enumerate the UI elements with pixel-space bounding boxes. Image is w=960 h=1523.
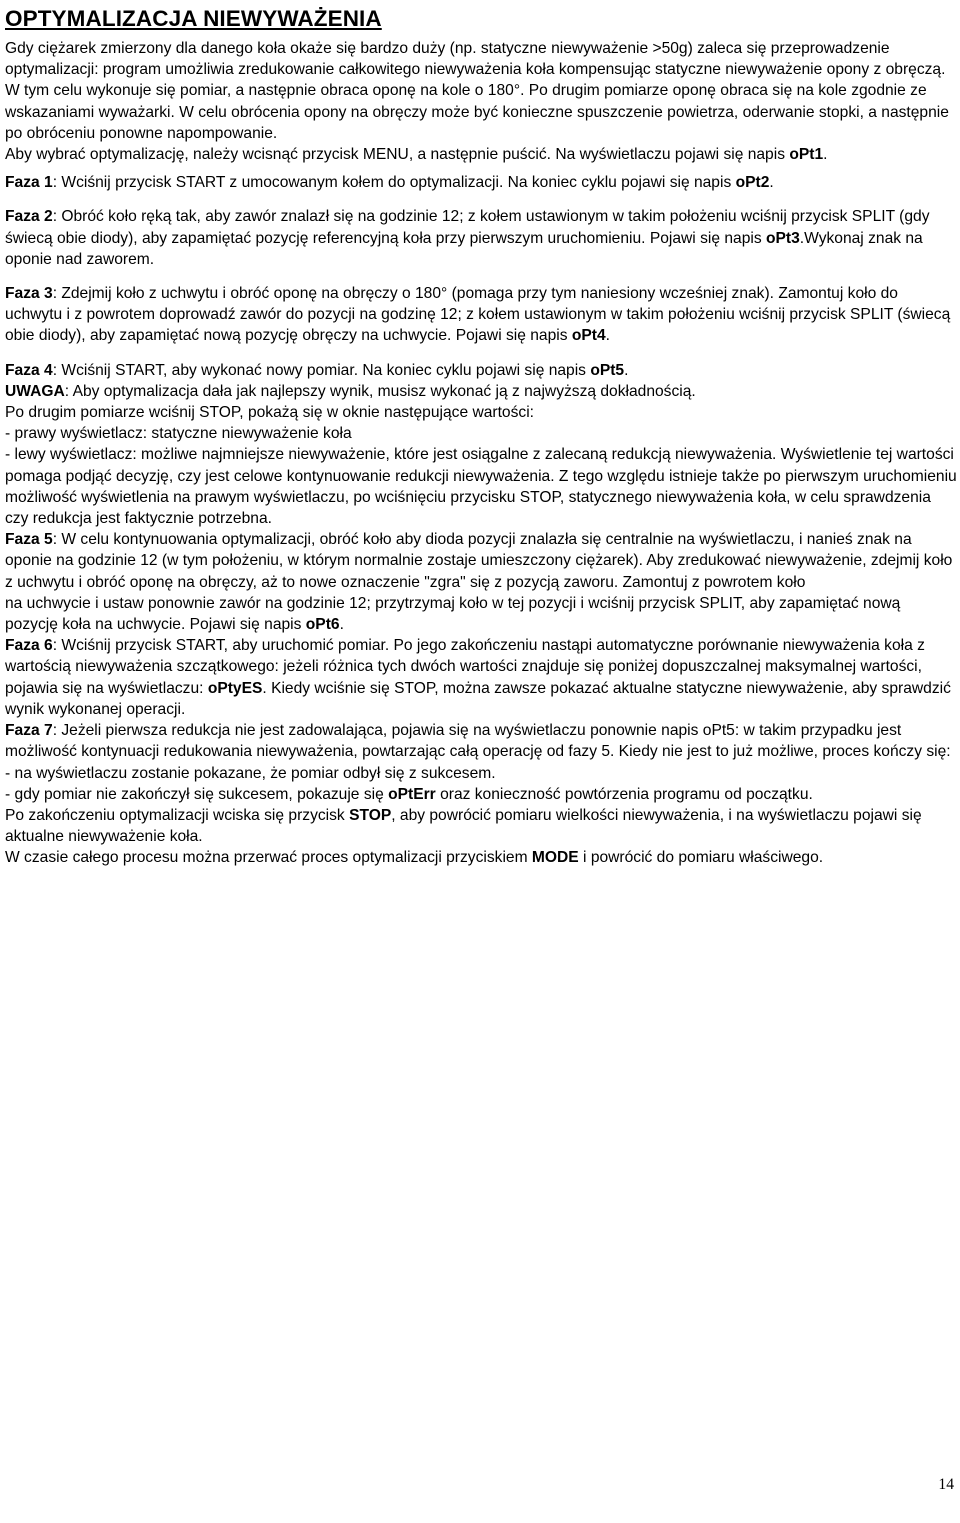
text-run: i powrócić do pomiaru właściwego. <box>578 849 824 867</box>
text-run: : Jeżeli pierwsza redukcja nie jest zadowalająca, pojawia się na wyświetlaczu ponownie napis oPt5: w takim przypadku jest możliwość kontynuacji redukowania niewyważenia, powtarzając całą operację od fazy 5. Kiedy nie jest to już możliwe, proces kończy się: <box>5 722 951 761</box>
bold-text: oPt3 <box>765 229 800 247</box>
text-run: . <box>769 174 774 192</box>
paragraph <box>5 444 957 529</box>
paragraph <box>5 635 957 720</box>
text-run: : Zdejmij koło z uchwytu i obróć oponę na obręczy o 180° (pomaga przy tym naniesiony wcześniej znak). Zamontuj koło do uchwytu i z powrotem doprowadź zawór do pozycji na godzinę 12; z kołem ustawionym w takim położeniu wciśnij przycisk SPLIT (świecą obie diody), aby zapamiętać nową pozycję obręczy na uchwycie. Pojawi się napis <box>5 285 951 345</box>
text-run: : Obróć koło ręką tak, aby zawór znalazł się na godzinie 12; z kołem ustawionym w takim położeniu wciśnij przycisk SPLIT (gdy świecą obie diody), aby zapamiętać pozycję referencyjną koła przy pierwszym uruchomieniu. Pojawi się napis <box>5 208 930 247</box>
bold-text: MODE <box>531 849 579 867</box>
paragraph <box>5 763 957 784</box>
paragraph <box>5 172 957 193</box>
text-run: : Wciśnij START, aby wykonać nowy pomiar. Na koniec cyklu pojawi się napis <box>52 361 591 379</box>
text-run: : W celu kontynuowania optymalizacji, obróć koło aby dioda pozycji znalazła się centralnie na wyświetlaczu, i nanieś znak na oponie na godzinie 12 (w tym położeniu, w którym normalnie zostaje umieszczony ciężarek). Aby zredukować niewyważenie, zdejmij koło z uchwytu i obróć oponę na obręczy, aż to nowe oznaczenie "zgra" się z pozycją zaworu. Zamontuj z powrotem koło <box>5 531 953 591</box>
text-run: . <box>624 361 629 379</box>
paragraph <box>5 805 957 847</box>
text-run: : Wciśnij przycisk START z umocowanym kołem do optymalizacji. Na koniec cyklu pojawi się napis <box>52 174 736 192</box>
text-run: Po zakończeniu optymalizacji wciska się przycisk <box>5 806 350 824</box>
paragraph <box>5 283 957 347</box>
bold-text: Faza 7 <box>5 722 53 740</box>
document-page <box>5 0 957 869</box>
bold-text: oPt6 <box>305 616 340 634</box>
paragraph <box>5 423 957 444</box>
paragraph <box>5 784 957 805</box>
bold-text: Faza 2 <box>5 208 53 226</box>
text-run: , aby powrócić pomiaru wielkości niewyważenia, i na wyświetlaczu pojawi się aktualne niewyważenie koła. <box>5 806 922 846</box>
bold-text: oPt1 <box>789 146 824 164</box>
bold-text: oPt4 <box>571 327 606 345</box>
paragraph <box>5 720 957 762</box>
paragraph <box>5 593 957 635</box>
bold-text: oPt5 <box>590 361 625 379</box>
text-run: . <box>605 327 611 345</box>
bold-text: Faza 4 <box>5 361 53 379</box>
paragraph <box>5 847 957 868</box>
text-run: . <box>823 146 828 164</box>
text-run: . Kiedy wciśnie się STOP, można zawsze pokazać aktualne statyczne niewyważenie, aby sprawdzić wynik wykonanej operacji. <box>5 679 951 718</box>
text-run: oraz konieczność powtórzenia programu od początku. <box>435 785 813 803</box>
text-run: na uchwycie i ustaw ponownie zawór na godzinie 12; przytrzymaj koło w tej pozycji i wciśnij przycisk SPLIT, aby zapamiętać nową pozycję koła na uchwycie. Pojawi się napis <box>5 594 901 634</box>
paragraph <box>5 360 957 381</box>
text-run: : Wciśnij przycisk START, aby uruchomić pomiar. Po jego zakończeniu nastąpi automatyczne porównanie niewyważenia koła z wartością niewyważenia szczątkowego: jeżeli różnica tych dwóch wartości znajduje się poniżej dopuszczalnej maksymalnej wartości, pojawia się na wyświetlaczu: <box>5 637 925 697</box>
bold-text: Faza 3 <box>5 285 53 303</box>
page-title: OPTYMALIZACJA NIEWYWAŻENIA <box>5 6 382 31</box>
text-run: : Aby optymalizacja dała jak najlepszy wynik, musisz wykonać ją z najwyższą dokładnością. <box>64 382 696 400</box>
text-run: - lewy wyświetlacz: możliwe najmniejsze niewyważenie, które jest osiągalne z zalecaną redukcją niewyważenia. Wyświetlenie tej wartości pomaga podjąć decyzję, czy jest celowe kontynuowanie redukcji niewyważenia. Z tego względu istnieje także po pierwszym uruchomieniu możliwość wyświetlenia na prawym wyświetlaczu, po wciśnięciu przycisku STOP, statycznego niewyważenia koła, w celu sprawdzenia czy redukcja jest faktycznie potrzebna. <box>5 446 957 528</box>
paragraph <box>5 381 957 402</box>
page-number: 14 <box>938 1476 954 1493</box>
text-run: - gdy pomiar nie zakończył się sukcesem, pokazuje się <box>5 785 389 803</box>
bold-text: Faza 1 <box>5 174 53 192</box>
text-run: .Wykonaj znak na oponie nad zaworem. <box>5 229 923 268</box>
bold-text: oPtyES <box>207 679 263 697</box>
document-body <box>5 38 957 869</box>
text-run: Po drugim pomiarze wciśnij STOP, pokażą się w oknie następujące wartości: <box>5 404 534 422</box>
bold-text: UWAGA <box>5 382 65 400</box>
bold-text: oPtErr <box>388 785 436 803</box>
bold-text: Faza 6 <box>5 637 53 655</box>
bold-text: Faza 5 <box>5 531 53 549</box>
paragraph <box>5 529 957 593</box>
bold-text: oPt2 <box>735 174 770 192</box>
text-run: Aby wybrać optymalizację, należy wcisnąć przycisk MENU, a następnie puścić. Na wyświetlaczu pojawi się napis <box>5 146 790 164</box>
text-run: Gdy ciężarek zmierzony dla danego koła okaże się bardzo duży (np. statyczne niewyważenie >50g) zaleca się przeprowadzenie optymalizacji: program umożliwia zredukowanie całkowitego niewyważenia koła kompensując statyczne niewyważenie opony z obręczą. W tym celu wykonuje się pomiar, a następnie obraca oponę na kole o 180°. Po drugim pomiarze oponę obraca się na kole zgodnie ze wskazaniami wyważarki. W celu obrócenia opony na obręczy może być konieczne spuszczenie powietrza, oderwanie stopki, a następnie po obróceniu ponowne napompowanie. <box>5 40 949 142</box>
paragraph <box>5 206 957 270</box>
bold-text: STOP <box>349 806 392 824</box>
paragraph <box>5 402 957 423</box>
text-run: - na wyświetlaczu zostanie pokazane, że pomiar odbył się z sukcesem. <box>5 764 496 782</box>
paragraph <box>5 144 957 165</box>
text-run: . <box>339 616 344 634</box>
paragraph <box>5 38 957 144</box>
text-run: W czasie całego procesu można przerwać proces optymalizacji przyciskiem <box>5 849 532 867</box>
text-run: - prawy wyświetlacz: statyczne niewyważenie koła <box>5 425 352 443</box>
